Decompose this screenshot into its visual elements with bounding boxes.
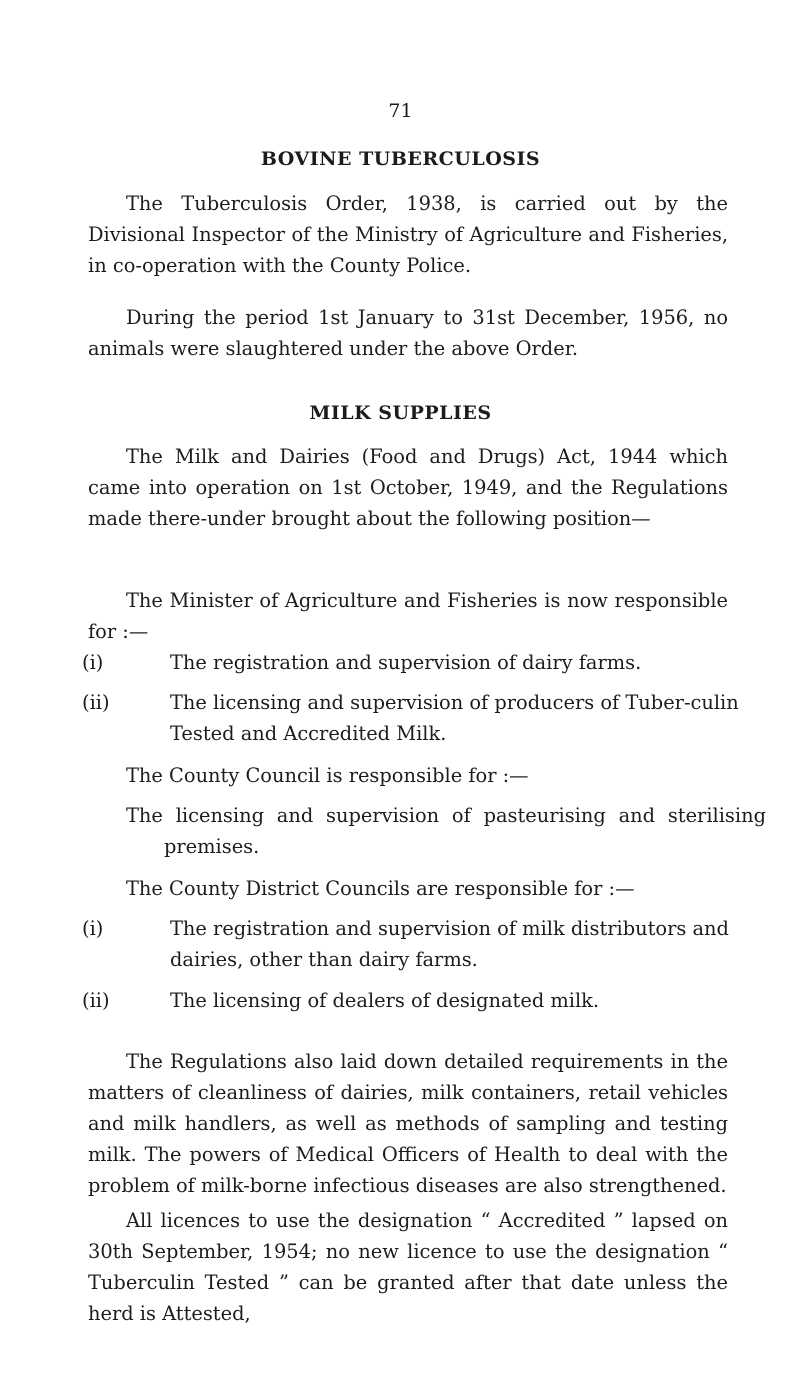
list-item-text: The licensing and supervision of producers of Tuber-culin Tested and Accredited Milk. [170,691,739,745]
paragraph-tuberculosis-order: The Tuberculosis Order, 1938, is carried out by the Divisional Inspector of the Ministry of Agriculture and Fisheries, in co-operation with the County Police. [88,192,728,277]
paragraph-council-intro: The County Council is responsible for :— [126,764,529,787]
list-item-number: (ii) [82,691,110,714]
list-item-number: (i) [82,651,104,674]
list-item-number: (i) [82,917,104,940]
heading-milk-supplies: MILK SUPPLIES [309,402,492,424]
paragraph-minister-intro: The Minister of Agriculture and Fisheries is now responsible for :— [88,589,728,643]
paragraph-regulations: The Regulations also laid down detailed requirements in the matters of cleanliness of dairies, milk containers, retail vehicles and milk handlers, as well as methods of sampling and testing milk. The powers of Medical Officers of Health to deal with the problem of milk-borne infectious diseases are also strengthened. [88,1050,728,1197]
list-item-district-1 [82,913,770,975]
heading-bovine-tuberculosis: BOVINE TUBERCULOSIS [260,148,541,170]
paragraph-district-intro: The County District Councils are responsible for :— [126,877,635,900]
paragraph-slaughter-period: During the period 1st January to 31st December, 1956, no animals were slaughtered under the above Order. [88,306,728,360]
list-item-text: The licensing of dealers of designated milk. [170,989,600,1012]
list-item-minister-1 [82,647,770,678]
list-item-council: The licensing and supervision of pasteurising and sterilising premises. [126,804,766,858]
list-item-minister-2 [82,687,770,749]
list-item-text: The registration and supervision of milk distributors and dairies, other than dairy farms. [170,917,729,971]
list-item-number: (ii) [82,989,110,1012]
paragraph-licences: All licences to use the designation “ Accredited ” lapsed on 30th September, 1954; no new licence to use the designation “ Tuberculin Tested ” can be granted after that date unless the herd is Attested, [88,1209,728,1325]
list-item-district-2 [82,985,770,1016]
page-number: 71 [388,100,413,122]
list-item-text: The registration and supervision of dairy farms. [170,651,642,674]
paragraph-milk-dairies-act: The Milk and Dairies (Food and Drugs) Act, 1944 which came into operation on 1st October, 1949, and the Regulations made there-under brought about the following position— [88,445,728,530]
